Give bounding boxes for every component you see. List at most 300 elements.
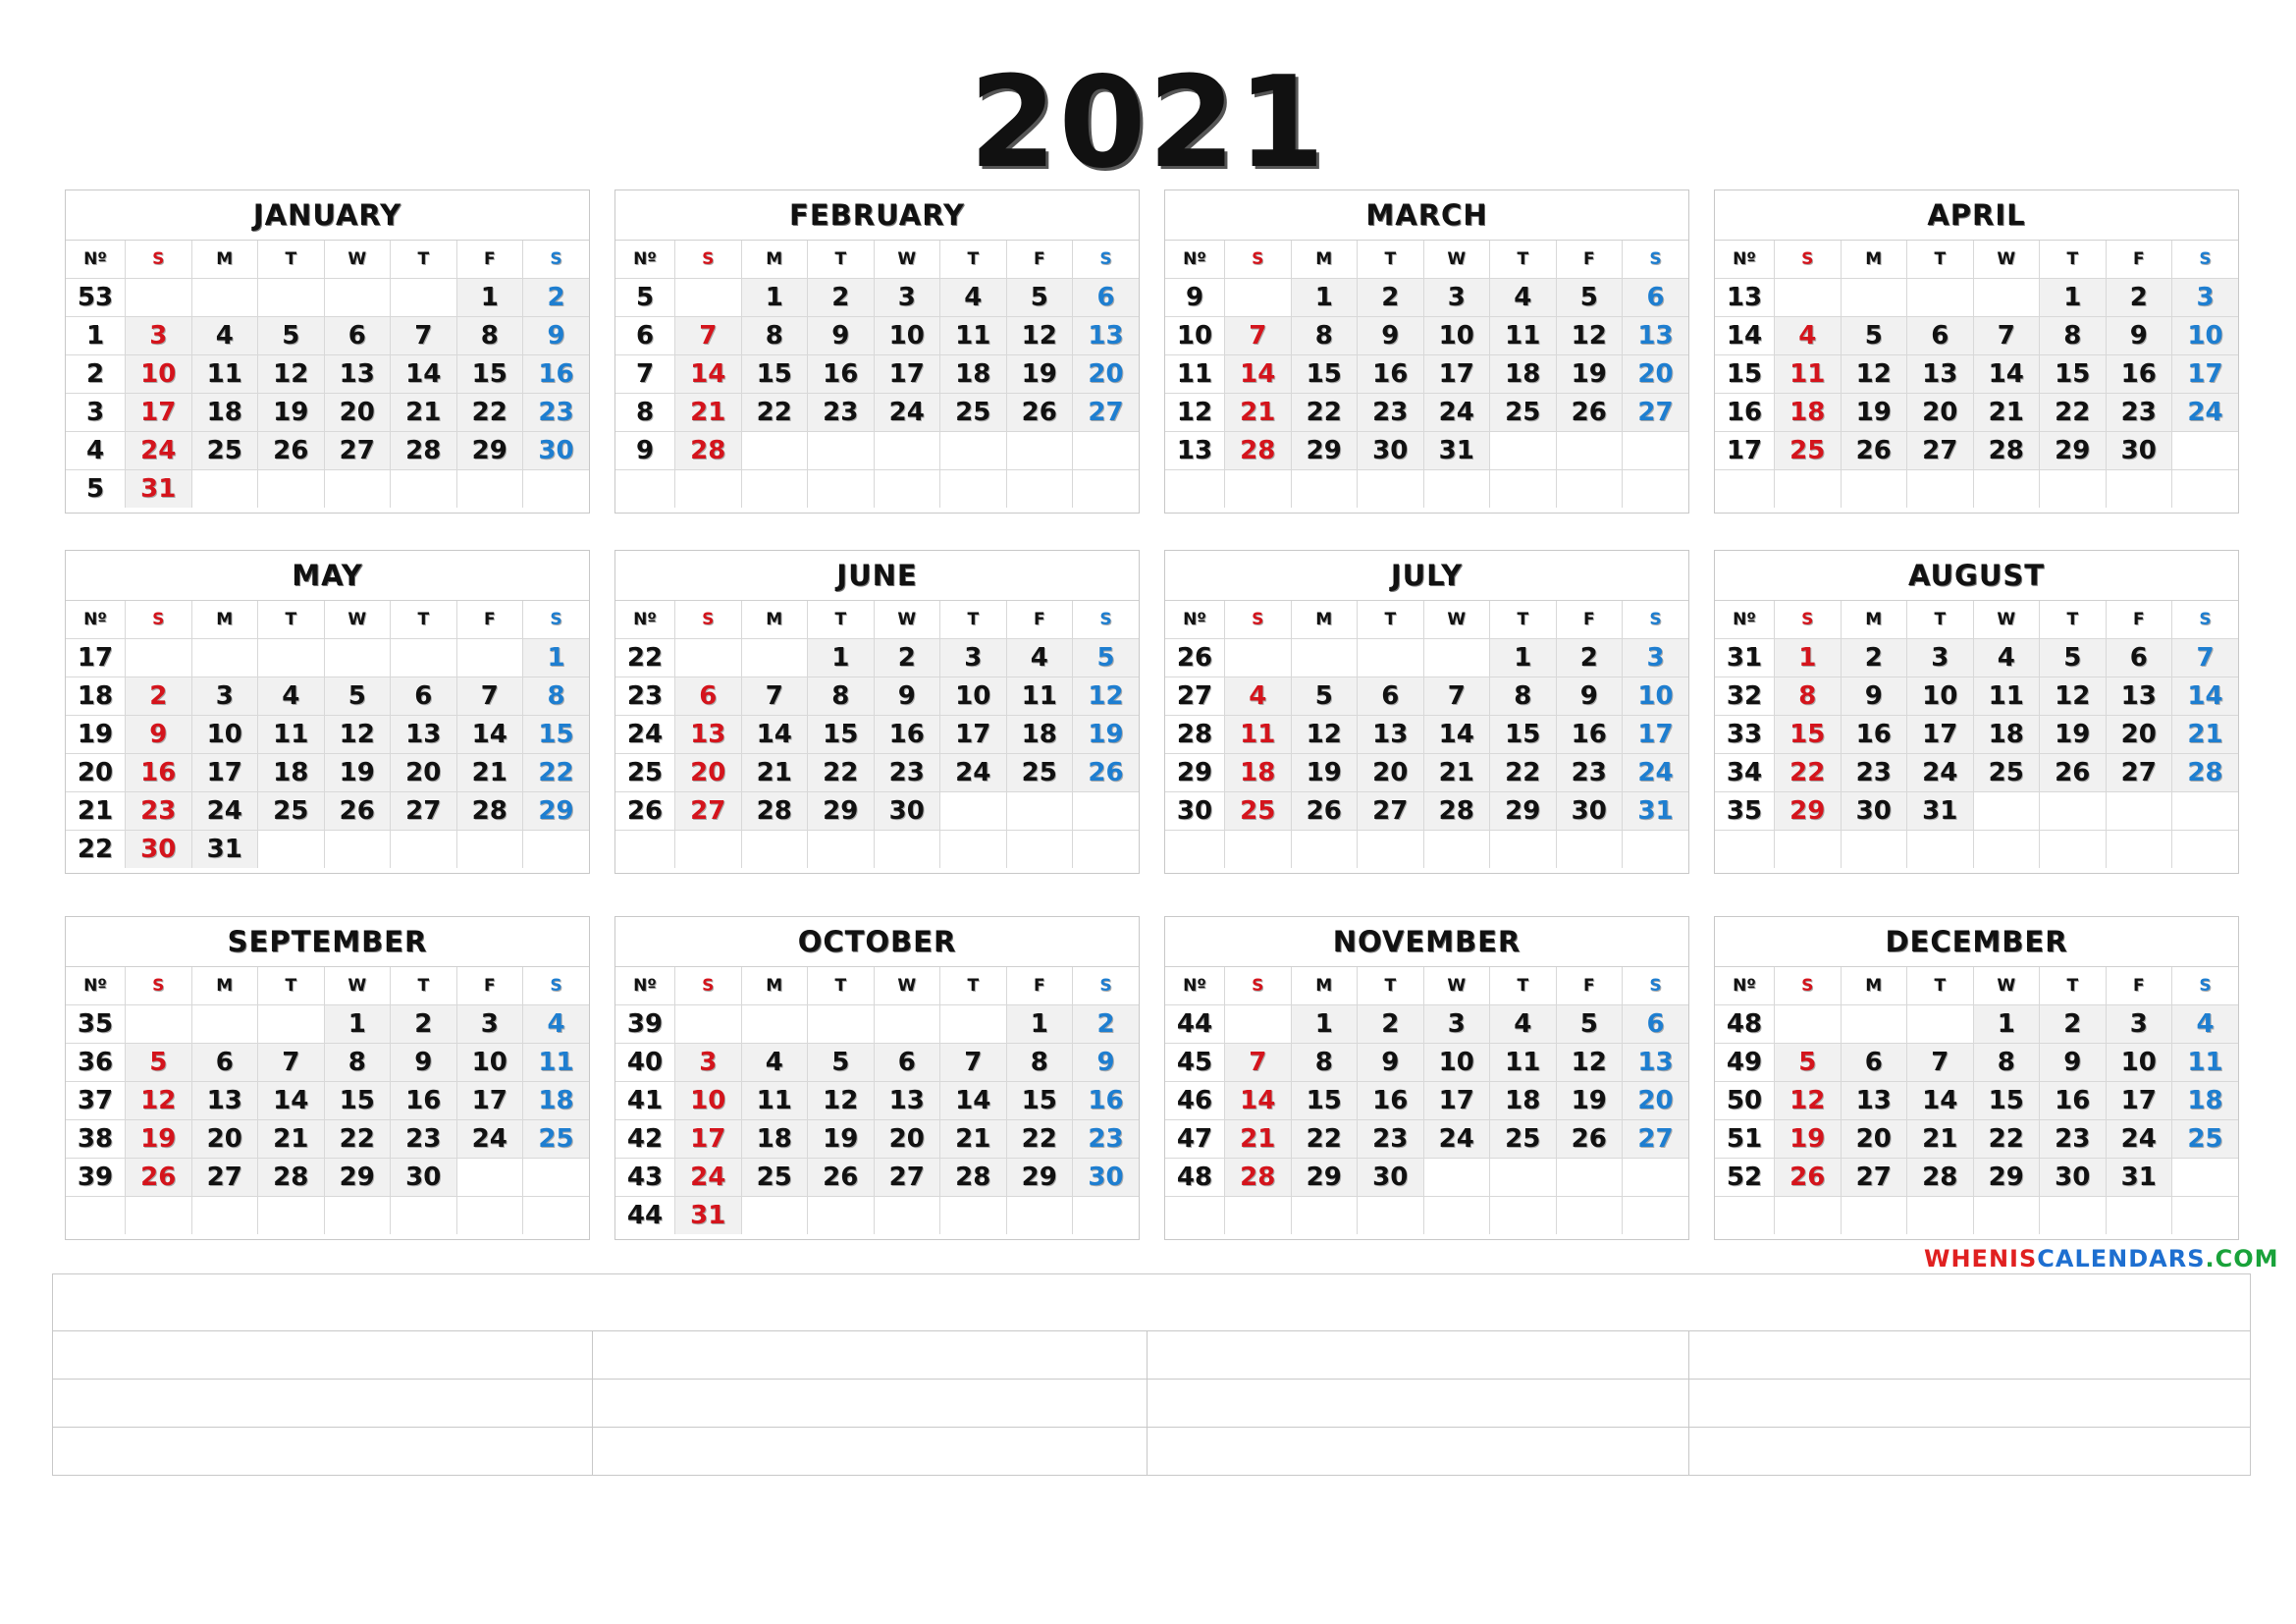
week-row	[615, 792, 1139, 831]
day-cell: 17	[1423, 355, 1490, 394]
weekday-header: S	[1623, 241, 1689, 279]
weekday-header: T	[2040, 241, 2107, 279]
week-number	[1715, 1197, 1775, 1235]
month-table	[66, 967, 589, 1234]
day-cell: 22	[808, 754, 875, 792]
day-cell: 27	[1623, 1120, 1689, 1159]
week-row	[1715, 1120, 2238, 1159]
empty-cell	[741, 1197, 808, 1235]
month-may	[65, 550, 590, 874]
day-cell: 16	[874, 716, 940, 754]
week-number: 17	[66, 639, 126, 677]
day-cell: 8	[741, 317, 808, 355]
week-row	[66, 1044, 589, 1082]
day-cell: 11	[258, 716, 325, 754]
day-cell: 7	[391, 317, 457, 355]
day-cell: 3	[1423, 1005, 1490, 1044]
empty-cell	[1556, 1159, 1623, 1197]
day-cell: 4	[940, 279, 1007, 317]
weekday-header-row	[1165, 241, 1688, 279]
empty-cell	[1423, 1197, 1490, 1235]
week-number: 26	[1165, 639, 1225, 677]
weekday-header: T	[1358, 601, 1424, 639]
weekday-header: T	[1907, 967, 1974, 1005]
day-cell: 14	[1423, 716, 1490, 754]
week-row	[1715, 355, 2238, 394]
notes-area[interactable]	[52, 1273, 2251, 1476]
day-cell: 19	[1841, 394, 1907, 432]
empty-cell	[456, 1197, 523, 1235]
notes-divider	[1688, 1330, 1689, 1475]
empty-cell	[1775, 1197, 1842, 1235]
empty-cell	[741, 470, 808, 509]
day-cell: 20	[391, 754, 457, 792]
week-number	[66, 1197, 126, 1235]
day-cell: 22	[456, 394, 523, 432]
month-table	[615, 601, 1139, 868]
empty-cell	[324, 831, 391, 869]
day-cell: 15	[1291, 355, 1358, 394]
week-row	[615, 317, 1139, 355]
weekday-header: T	[1490, 241, 1557, 279]
week-number: 35	[1715, 792, 1775, 831]
day-cell: 18	[1490, 1082, 1557, 1120]
day-cell: 21	[258, 1120, 325, 1159]
empty-cell	[1225, 831, 1292, 869]
day-cell: 30	[1358, 1159, 1424, 1197]
empty-cell	[258, 831, 325, 869]
day-cell: 20	[1841, 1120, 1907, 1159]
week-number: 13	[1715, 279, 1775, 317]
notes-divider	[1147, 1330, 1148, 1475]
day-cell: 3	[2172, 279, 2239, 317]
week-row	[1165, 1005, 1688, 1044]
empty-cell	[940, 470, 1007, 509]
day-cell: 9	[126, 716, 192, 754]
day-cell: 16	[1841, 716, 1907, 754]
empty-cell	[1841, 1005, 1907, 1044]
empty-cell	[1490, 1197, 1557, 1235]
week-row	[66, 470, 589, 509]
week-row	[1715, 639, 2238, 677]
weekday-header: S	[523, 241, 590, 279]
week-row	[66, 716, 589, 754]
weekday-header: T	[1358, 967, 1424, 1005]
week-number: 37	[66, 1082, 126, 1120]
day-cell: 20	[191, 1120, 258, 1159]
day-cell: 30	[1358, 432, 1424, 470]
month-name: MAY	[66, 551, 589, 601]
empty-cell	[940, 1005, 1007, 1044]
week-number-header: Nº	[66, 967, 126, 1005]
day-cell: 7	[1907, 1044, 1974, 1082]
weekday-header: W	[874, 601, 940, 639]
weekday-header: W	[1973, 601, 2040, 639]
empty-cell	[1907, 470, 1974, 509]
empty-cell	[1775, 279, 1842, 317]
day-cell: 15	[324, 1082, 391, 1120]
week-number: 41	[615, 1082, 675, 1120]
day-cell: 13	[391, 716, 457, 754]
empty-cell	[1225, 1197, 1292, 1235]
day-cell: 26	[324, 792, 391, 831]
week-number: 29	[1165, 754, 1225, 792]
empty-cell	[1623, 1159, 1689, 1197]
empty-cell	[675, 470, 742, 509]
empty-cell	[2040, 1197, 2107, 1235]
week-number: 31	[1715, 639, 1775, 677]
empty-cell	[1073, 470, 1140, 509]
day-cell: 16	[2040, 1082, 2107, 1120]
day-cell: 16	[1556, 716, 1623, 754]
weekday-header: T	[2040, 601, 2107, 639]
day-cell: 31	[675, 1197, 742, 1235]
week-row	[615, 432, 1139, 470]
weekday-header: W	[1423, 967, 1490, 1005]
empty-cell	[1291, 470, 1358, 509]
empty-cell	[741, 831, 808, 869]
day-cell: 31	[1423, 432, 1490, 470]
day-cell: 25	[191, 432, 258, 470]
empty-cell	[675, 831, 742, 869]
week-number: 13	[1165, 432, 1225, 470]
empty-cell	[2106, 792, 2172, 831]
week-row	[66, 1197, 589, 1235]
empty-cell	[391, 639, 457, 677]
empty-cell	[1841, 470, 1907, 509]
empty-cell	[456, 639, 523, 677]
weekday-header: T	[258, 967, 325, 1005]
day-cell: 24	[191, 792, 258, 831]
day-cell: 10	[456, 1044, 523, 1082]
empty-cell	[191, 1197, 258, 1235]
week-row	[1165, 1082, 1688, 1120]
week-number: 35	[66, 1005, 126, 1044]
weekday-header: S	[1775, 967, 1842, 1005]
empty-cell	[1291, 1197, 1358, 1235]
week-number: 52	[1715, 1159, 1775, 1197]
day-cell: 23	[1841, 754, 1907, 792]
week-row	[1715, 754, 2238, 792]
day-cell: 12	[1841, 355, 1907, 394]
week-number: 47	[1165, 1120, 1225, 1159]
month-january	[65, 189, 590, 514]
week-row	[615, 1197, 1139, 1235]
empty-cell	[675, 639, 742, 677]
weekday-header: T	[1358, 241, 1424, 279]
day-cell: 14	[675, 355, 742, 394]
day-cell: 11	[940, 317, 1007, 355]
day-cell: 22	[1775, 754, 1842, 792]
week-row	[615, 1120, 1139, 1159]
empty-cell	[126, 1197, 192, 1235]
week-number	[1715, 831, 1775, 869]
day-cell: 13	[324, 355, 391, 394]
month-march	[1164, 189, 1689, 514]
day-cell: 1	[1006, 1005, 1073, 1044]
weekday-header: W	[324, 241, 391, 279]
day-cell: 14	[741, 716, 808, 754]
month-october	[614, 916, 1140, 1240]
week-row	[66, 639, 589, 677]
month-july	[1164, 550, 1689, 874]
weekday-header-row	[1715, 241, 2238, 279]
day-cell: 9	[808, 317, 875, 355]
day-cell: 15	[456, 355, 523, 394]
week-row	[615, 831, 1139, 869]
day-cell: 18	[1006, 716, 1073, 754]
day-cell: 1	[1291, 1005, 1358, 1044]
day-cell: 24	[874, 394, 940, 432]
week-number: 38	[66, 1120, 126, 1159]
empty-cell	[741, 432, 808, 470]
week-row	[66, 754, 589, 792]
day-cell: 24	[675, 1159, 742, 1197]
day-cell: 29	[808, 792, 875, 831]
empty-cell	[1556, 432, 1623, 470]
empty-cell	[1556, 470, 1623, 509]
weekday-header: T	[940, 241, 1007, 279]
day-cell: 19	[1006, 355, 1073, 394]
week-number	[615, 470, 675, 509]
weekday-header: S	[1623, 967, 1689, 1005]
weekday-header: S	[1225, 241, 1292, 279]
day-cell: 23	[808, 394, 875, 432]
day-cell: 21	[1225, 1120, 1292, 1159]
empty-cell	[456, 831, 523, 869]
day-cell: 19	[1556, 1082, 1623, 1120]
week-row	[1165, 394, 1688, 432]
day-cell: 3	[126, 317, 192, 355]
week-number: 39	[66, 1159, 126, 1197]
day-cell: 22	[741, 394, 808, 432]
week-number	[1165, 831, 1225, 869]
empty-cell	[391, 279, 457, 317]
week-row	[1165, 1120, 1688, 1159]
empty-cell	[874, 432, 940, 470]
day-cell: 20	[1623, 1082, 1689, 1120]
day-cell: 13	[2106, 677, 2172, 716]
week-number	[1165, 470, 1225, 509]
day-cell: 28	[2172, 754, 2239, 792]
day-cell: 10	[2106, 1044, 2172, 1082]
week-number: 22	[66, 831, 126, 869]
day-cell: 1	[1775, 639, 1842, 677]
day-cell: 7	[258, 1044, 325, 1082]
day-cell: 21	[456, 754, 523, 792]
week-row	[1165, 754, 1688, 792]
empty-cell	[456, 1159, 523, 1197]
day-cell: 2	[808, 279, 875, 317]
day-cell: 1	[523, 639, 590, 677]
day-cell: 25	[741, 1159, 808, 1197]
day-cell: 5	[126, 1044, 192, 1082]
day-cell: 14	[1225, 1082, 1292, 1120]
day-cell: 16	[391, 1082, 457, 1120]
weekday-header: F	[1006, 241, 1073, 279]
week-number: 1	[66, 317, 126, 355]
weekday-header: T	[391, 241, 457, 279]
weekday-header: S	[1073, 967, 1140, 1005]
weekday-header: F	[1006, 967, 1073, 1005]
empty-cell	[391, 831, 457, 869]
month-table	[1165, 967, 1688, 1234]
empty-cell	[940, 792, 1007, 831]
day-cell: 17	[1423, 1082, 1490, 1120]
weekday-header: M	[191, 967, 258, 1005]
month-february	[614, 189, 1140, 514]
month-december	[1714, 916, 2239, 1240]
day-cell: 29	[1291, 1159, 1358, 1197]
week-row	[615, 1005, 1139, 1044]
weekday-header: T	[258, 601, 325, 639]
day-cell: 15	[1291, 1082, 1358, 1120]
week-number: 6	[615, 317, 675, 355]
week-number: 9	[1165, 279, 1225, 317]
day-cell: 22	[324, 1120, 391, 1159]
empty-cell	[391, 470, 457, 509]
week-number-header: Nº	[1165, 241, 1225, 279]
empty-cell	[1073, 831, 1140, 869]
day-cell: 27	[874, 1159, 940, 1197]
day-cell: 27	[2106, 754, 2172, 792]
day-cell: 6	[1358, 677, 1424, 716]
day-cell: 21	[940, 1120, 1007, 1159]
day-cell: 27	[675, 792, 742, 831]
day-cell: 25	[2172, 1120, 2239, 1159]
day-cell: 27	[191, 1159, 258, 1197]
week-number: 53	[66, 279, 126, 317]
day-cell: 11	[1225, 716, 1292, 754]
weekday-header-row	[66, 241, 589, 279]
day-cell: 15	[523, 716, 590, 754]
day-cell: 23	[1358, 394, 1424, 432]
week-row	[615, 754, 1139, 792]
week-number	[615, 831, 675, 869]
week-row	[1715, 792, 2238, 831]
week-number: 50	[1715, 1082, 1775, 1120]
day-cell: 18	[940, 355, 1007, 394]
empty-cell	[456, 470, 523, 509]
week-row	[66, 1159, 589, 1197]
month-april	[1714, 189, 2239, 514]
day-cell: 16	[1358, 355, 1424, 394]
week-number-header: Nº	[1715, 967, 1775, 1005]
month-table	[1715, 601, 2238, 868]
day-cell: 19	[808, 1120, 875, 1159]
day-cell: 28	[1423, 792, 1490, 831]
day-cell: 20	[2106, 716, 2172, 754]
empty-cell	[1907, 1197, 1974, 1235]
day-cell: 28	[456, 792, 523, 831]
week-row	[1715, 1005, 2238, 1044]
week-number: 5	[615, 279, 675, 317]
day-cell: 4	[258, 677, 325, 716]
week-number: 33	[1715, 716, 1775, 754]
day-cell: 11	[191, 355, 258, 394]
day-cell: 7	[1973, 317, 2040, 355]
week-number: 27	[1165, 677, 1225, 716]
empty-cell	[523, 1159, 590, 1197]
week-row	[1165, 1197, 1688, 1235]
day-cell: 6	[391, 677, 457, 716]
empty-cell	[1006, 1197, 1073, 1235]
week-row	[615, 1082, 1139, 1120]
day-cell: 25	[1490, 1120, 1557, 1159]
week-number: 21	[66, 792, 126, 831]
day-cell: 11	[741, 1082, 808, 1120]
weekday-header: F	[456, 967, 523, 1005]
empty-cell	[2040, 792, 2107, 831]
week-number: 5	[66, 470, 126, 509]
week-row	[1165, 716, 1688, 754]
empty-cell	[1423, 470, 1490, 509]
month-table	[1715, 241, 2238, 508]
day-cell: 19	[2040, 716, 2107, 754]
year-title: 2021	[969, 50, 1327, 196]
weekday-header: T	[940, 601, 1007, 639]
day-cell: 10	[1623, 677, 1689, 716]
weekday-header: T	[1490, 967, 1557, 1005]
week-number: 2	[66, 355, 126, 394]
day-cell: 18	[1490, 355, 1557, 394]
day-cell: 12	[1775, 1082, 1842, 1120]
week-row	[1715, 716, 2238, 754]
day-cell: 29	[1006, 1159, 1073, 1197]
weekday-header: S	[1775, 241, 1842, 279]
week-row	[615, 1159, 1139, 1197]
empty-cell	[324, 470, 391, 509]
week-row	[1165, 677, 1688, 716]
day-cell: 14	[1973, 355, 2040, 394]
day-cell: 3	[191, 677, 258, 716]
day-cell: 25	[940, 394, 1007, 432]
empty-cell	[191, 279, 258, 317]
empty-cell	[1006, 831, 1073, 869]
day-cell: 1	[1291, 279, 1358, 317]
week-row	[66, 317, 589, 355]
day-cell: 15	[1006, 1082, 1073, 1120]
day-cell: 9	[1358, 317, 1424, 355]
day-cell: 6	[2106, 639, 2172, 677]
weekday-header: S	[523, 601, 590, 639]
day-cell: 4	[741, 1044, 808, 1082]
day-cell: 2	[1841, 639, 1907, 677]
day-cell: 30	[1073, 1159, 1140, 1197]
day-cell: 1	[1490, 639, 1557, 677]
day-cell: 29	[1973, 1159, 2040, 1197]
day-cell: 1	[741, 279, 808, 317]
week-number: 49	[1715, 1044, 1775, 1082]
day-cell: 17	[2106, 1082, 2172, 1120]
day-cell: 29	[324, 1159, 391, 1197]
week-row	[1165, 470, 1688, 509]
week-row	[615, 279, 1139, 317]
day-cell: 5	[1775, 1044, 1842, 1082]
weekday-header: W	[1423, 241, 1490, 279]
day-cell: 12	[1556, 1044, 1623, 1082]
week-row	[1165, 317, 1688, 355]
day-cell: 21	[1907, 1120, 1974, 1159]
empty-cell	[741, 1005, 808, 1044]
day-cell: 11	[2172, 1044, 2239, 1082]
weekday-header: M	[1841, 601, 1907, 639]
day-cell: 31	[1623, 792, 1689, 831]
day-cell: 11	[1006, 677, 1073, 716]
empty-cell	[741, 639, 808, 677]
day-cell: 9	[1073, 1044, 1140, 1082]
day-cell: 17	[126, 394, 192, 432]
